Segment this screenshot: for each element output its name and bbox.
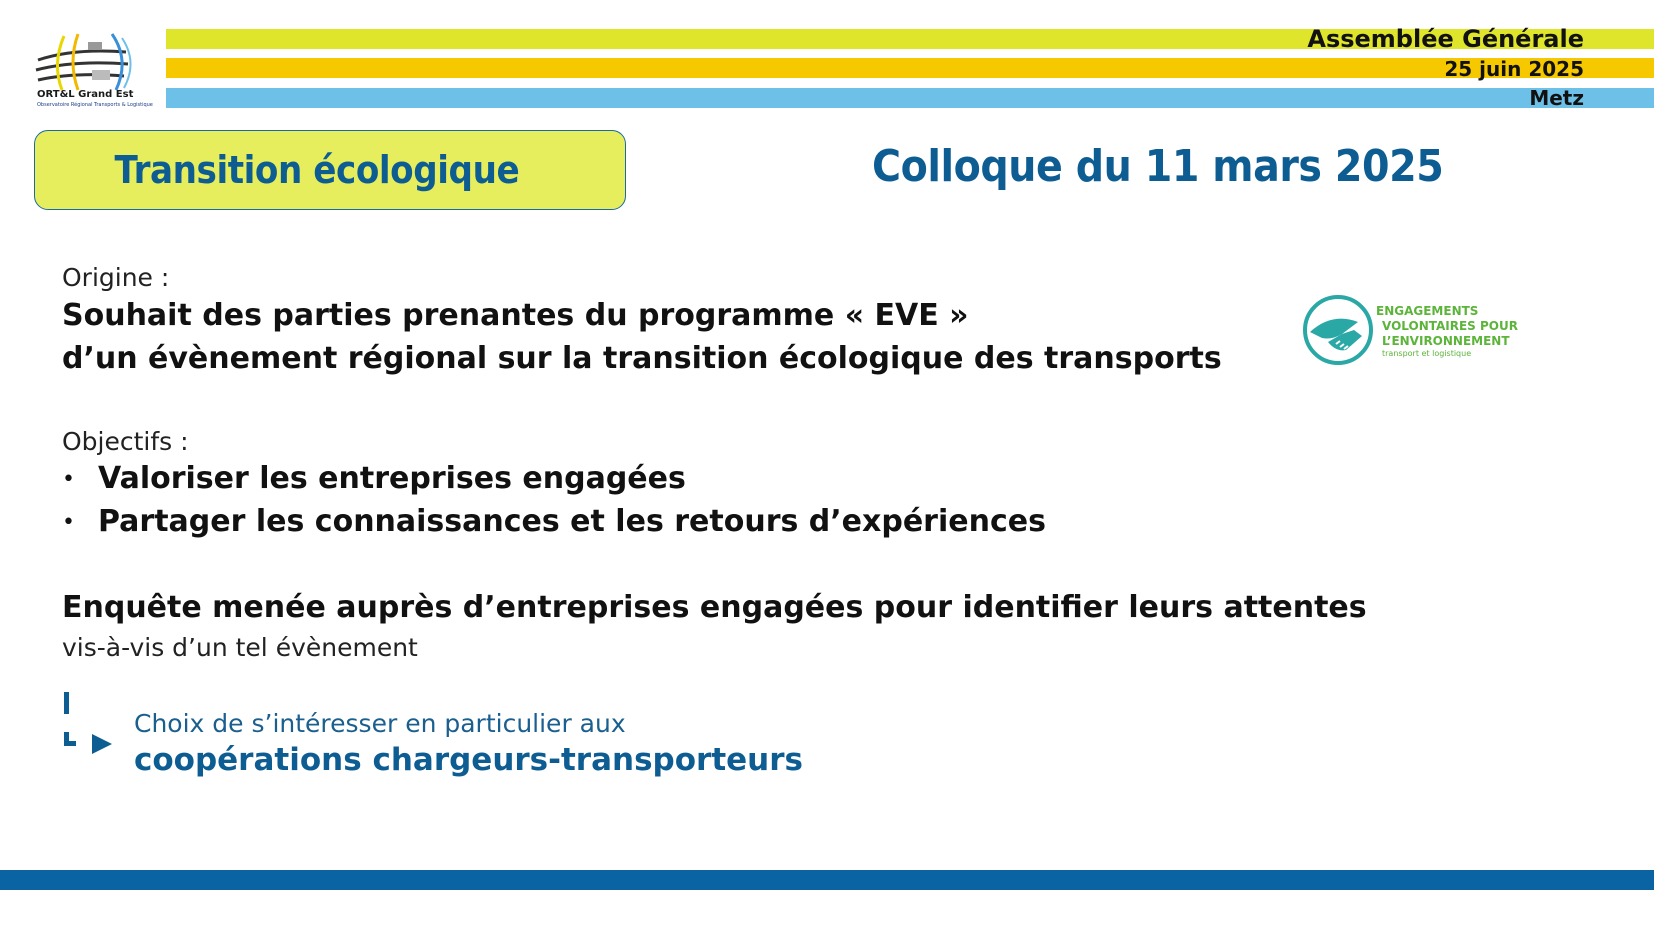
header-bar-blue — [166, 88, 1654, 108]
eve-line-4: transport et logistique — [1382, 349, 1472, 358]
event-city: Metz — [1529, 86, 1584, 110]
event-date: 25 juin 2025 — [1444, 57, 1584, 81]
section-tag-label: Transition écologique — [114, 148, 520, 192]
logo-name: ORT&L Grand Est — [37, 89, 134, 100]
origine-line-2: d’un évènement régional sur la transition écologique des transports — [62, 341, 1222, 376]
choix-intro: Choix de s’intéresser en particulier aux — [134, 709, 626, 738]
origine-label: Origine : — [62, 263, 170, 292]
slide-title: Colloque du 11 mars 2025 — [872, 141, 1444, 192]
objectifs-label: Objectifs : — [62, 427, 189, 456]
bullet-icon: • — [62, 510, 75, 535]
header-bar-gold — [166, 58, 1654, 78]
eve-line-2: VOLONTAIRES POUR — [1382, 319, 1518, 333]
enquete-small: vis-à-vis d’un tel évènement — [62, 633, 418, 662]
footer-bar — [0, 870, 1654, 890]
objectif-item-2: Partager les connaissances et les retours d’expériences — [98, 504, 1046, 539]
eve-line-3: L’ENVIRONNEMENT — [1382, 334, 1510, 348]
handshake-icon — [1302, 294, 1374, 366]
bullet-icon: • — [62, 467, 75, 492]
section-tag — [34, 130, 626, 210]
eve-logo — [1302, 294, 1518, 374]
event-title: Assemblée Générale — [1307, 25, 1584, 53]
arrow-icon — [62, 690, 118, 754]
logo-subtitle: Observatoire Régional Transports & Logistique — [37, 102, 153, 108]
objectif-item-1: Valoriser les entreprises engagées — [98, 461, 686, 496]
choix-focus: coopérations chargeurs-transporteurs — [134, 742, 803, 778]
eve-line-1: ENGAGEMENTS — [1376, 304, 1479, 318]
origine-line-1: Souhait des parties prenantes du programme « EVE » — [62, 298, 969, 333]
enquete-bold: Enquête menée auprès d’entreprises engagées pour identifier leurs attentes — [62, 590, 1367, 625]
